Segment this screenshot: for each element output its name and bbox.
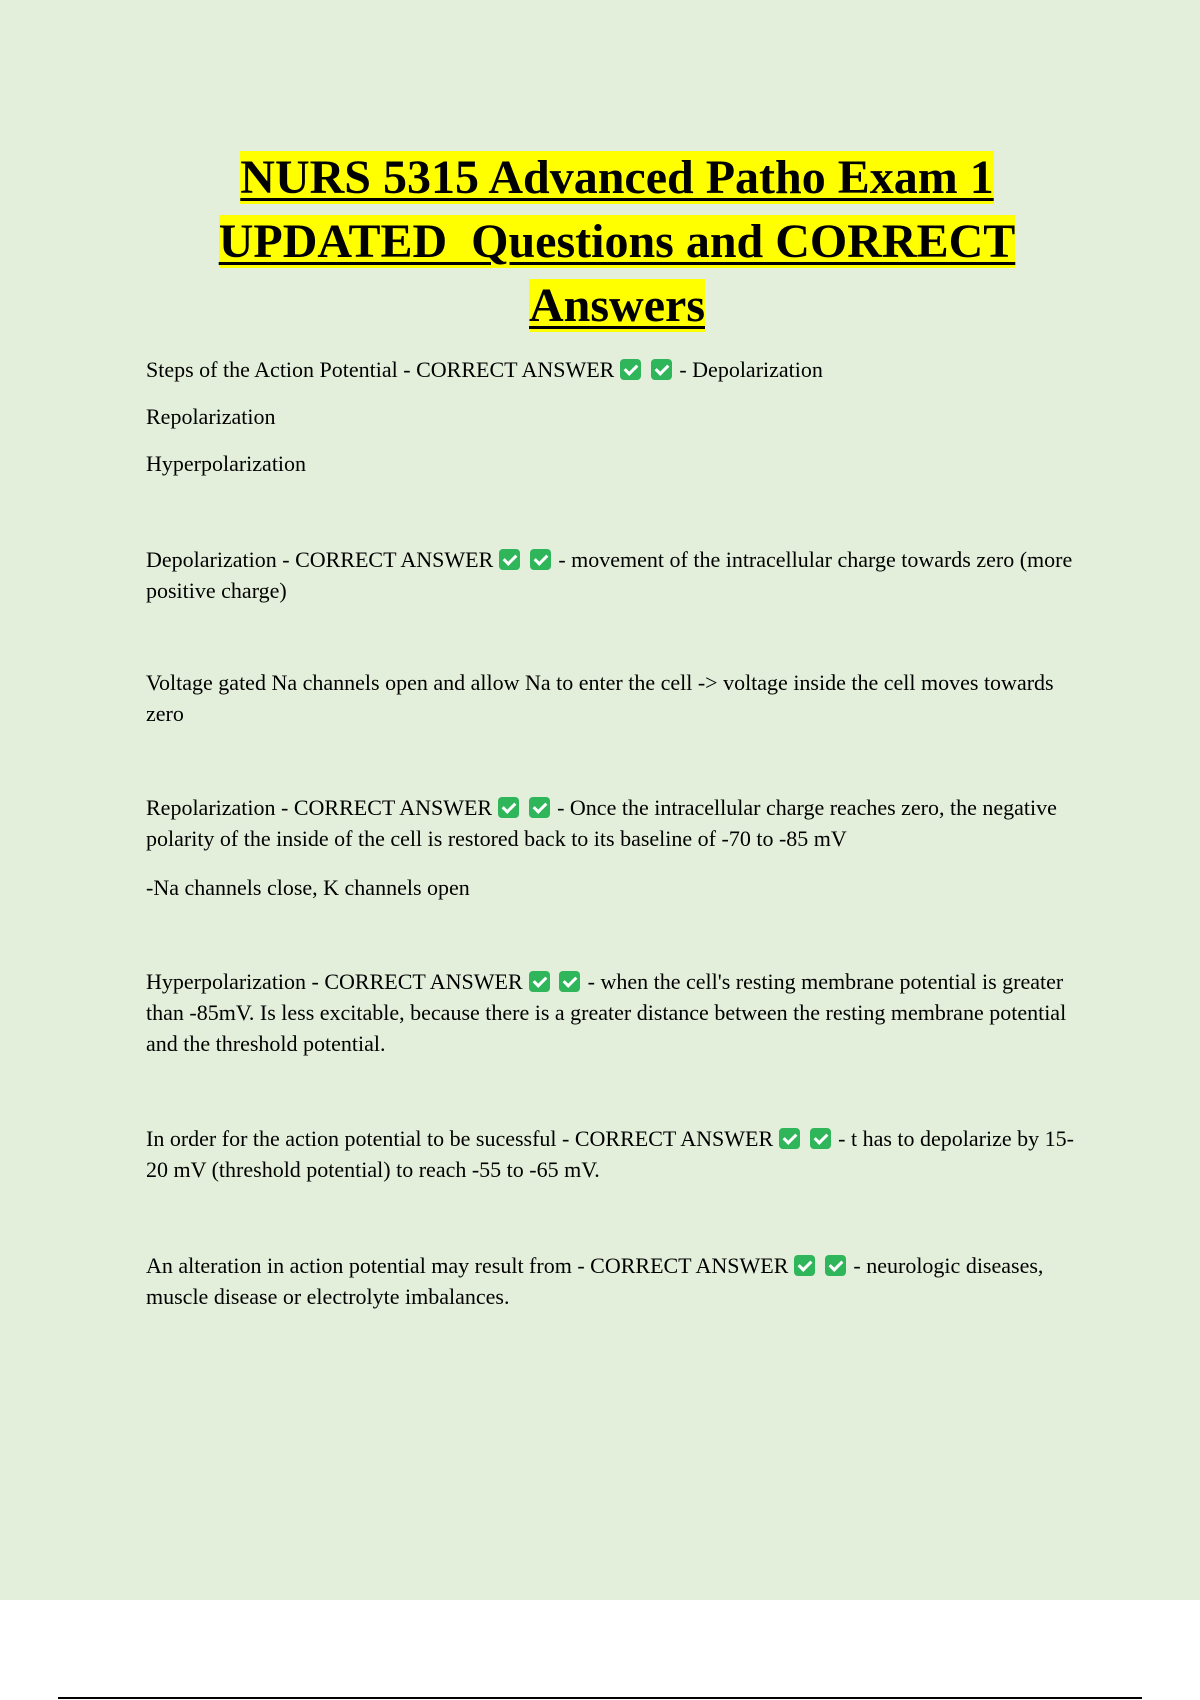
check-icon	[651, 359, 672, 380]
answer-text: - Depolarization	[673, 357, 823, 382]
title-line-2: UPDATED Questions and CORRECT	[218, 215, 1016, 268]
check-icon	[498, 797, 519, 818]
qa-entry-6	[146, 1250, 1086, 1312]
answer-text: - t has to depolarize by 15-20 mV (threshold potential) to reach -55 to -65 mV.	[146, 1126, 1074, 1182]
answer-text: - when the cell's resting membrane potential is greater than -85mV. Is less excitable, because there is a greater distance between the resting membrane potential and the threshold potential.	[146, 969, 1067, 1056]
question-text: Hyperpolarization -	[146, 969, 325, 994]
check-icon	[825, 1255, 846, 1276]
answer-text: - Once the intracellular charge reaches zero, the negative polarity of the inside of the cell is restored back to its baseline of -70 to -85 mV	[146, 795, 1057, 851]
check-icon	[529, 971, 550, 992]
check-icon	[620, 359, 641, 380]
check-icon	[499, 549, 520, 570]
correct-answer-label: CORRECT ANSWER	[293, 795, 493, 820]
question-text: Depolarization -	[146, 547, 296, 572]
title-line-1: NURS 5315 Advanced Patho Exam 1	[240, 151, 994, 204]
answer-continuation: -Na channels close, K channels open	[146, 875, 470, 900]
correct-answer-label: CORRECT ANSWER	[416, 357, 615, 382]
check-icon	[810, 1128, 831, 1149]
qa-entry-2	[146, 544, 1086, 606]
question-text: Repolarization -	[146, 795, 294, 820]
correct-answer-label: CORRECT ANSWER	[590, 1253, 789, 1278]
check-icon	[779, 1128, 800, 1149]
qa-entry-5	[146, 1123, 1086, 1185]
answer-continuation: Hyperpolarization	[146, 451, 307, 476]
question-text: Steps of the Action Potential -	[146, 357, 417, 382]
question-text: An alteration in action potential may result from -	[146, 1253, 591, 1278]
check-icon	[794, 1255, 815, 1276]
question-text: In order for the action potential to be sucessful -	[146, 1126, 575, 1151]
answer-text: - movement of the intracellular charge towards zero (more positive charge)	[146, 547, 1073, 603]
check-icon	[530, 549, 551, 570]
check-icon	[529, 797, 550, 818]
correct-answer-label: CORRECT ANSWER	[324, 969, 523, 994]
correct-answer-label: CORRECT ANSWER	[295, 547, 494, 572]
document-title	[0, 146, 1200, 338]
answer-text: - neurologic diseases, muscle disease or electrolyte imbalances.	[146, 1253, 1044, 1309]
correct-answer-label: CORRECT ANSWER	[574, 1126, 774, 1151]
check-icon	[559, 971, 580, 992]
footer-divider	[58, 1697, 1142, 1699]
answer-continuation: Voltage gated Na channels open and allow Na to enter the cell -> voltage inside the cell moves towards zero	[146, 670, 1054, 726]
answer-continuation: Repolarization	[146, 404, 276, 429]
qa-entry-3	[146, 792, 1086, 854]
qa-entry-1	[146, 354, 1086, 385]
qa-entry-4	[146, 966, 1086, 1059]
title-line-3: Answers	[529, 279, 705, 332]
